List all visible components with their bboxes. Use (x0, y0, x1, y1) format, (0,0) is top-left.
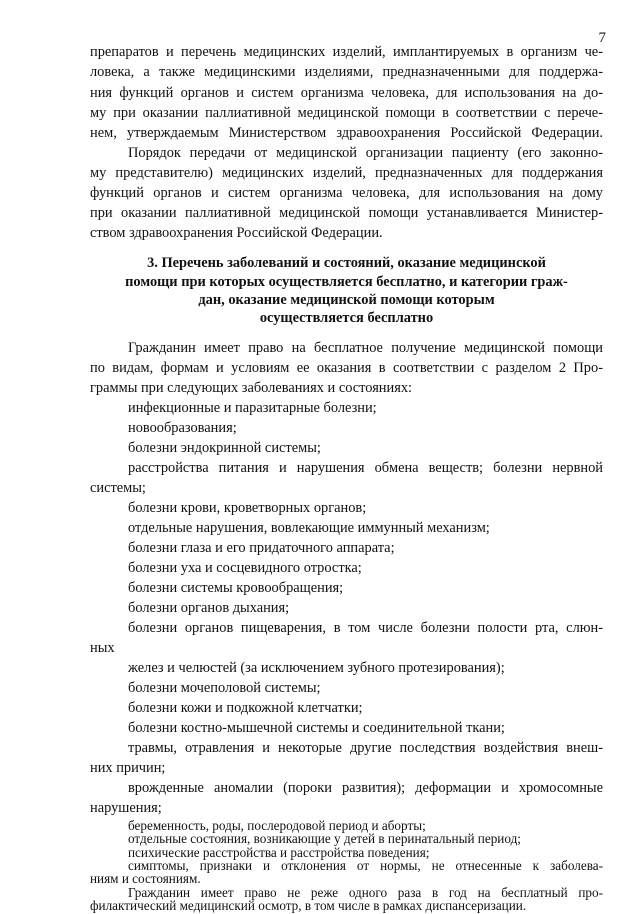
section-heading-line: 3. Перечень заболеваний и состояний, оказание медицинской (147, 255, 546, 271)
section-heading-line: помощи при которых осуществляется бесплатно, и категории граж- (125, 274, 568, 290)
paragraph-line: при оказании паллиативной медицинской помощи устанавливается Министер- (90, 205, 603, 221)
disease-item-continuation: системы; (90, 480, 146, 496)
disease-item-continuation: ниям и состояниям. (90, 871, 201, 887)
paragraph-line: по видам, формам и условиям ее оказания в соответствии с разделом 2 Про- (90, 360, 603, 376)
disease-item: отдельные нарушения, вовлекающие иммунный механизм; (128, 520, 490, 536)
disease-item: врожденные аномалии (пороки развития); деформации и хромосомные (128, 780, 603, 796)
paragraph-line: функций органов и систем организма человека, для использования на дому (90, 185, 603, 201)
paragraph-line: му представителю) медицинских изделий, предназначенных для поддержания (90, 165, 603, 181)
paragraph-line: ловека, а также медицинскими изделиями, предназначенными для поддержа- (90, 64, 603, 80)
disease-item: болезни глаза и его придаточного аппарата; (128, 540, 395, 556)
disease-item: болезни костно-мышечной системы и соединительной ткани; (128, 720, 505, 736)
section-heading-line: осуществляется бесплатно (259, 310, 434, 326)
paragraph-line: препаратов и перечень медицинских изделий, имплантируемых в организм че- (90, 44, 603, 60)
paragraph-line: филактический медицинский осмотр, в том числе в рамках диспансеризации. (90, 898, 527, 913)
disease-item: желез и челюстей (за исключением зубного протезирования); (128, 660, 505, 676)
paragraph-line: граммы при следующих заболеваниях и состояниях: (90, 380, 413, 396)
disease-item: отдельные состояния, возникающие у детей в перинатальный период; (128, 831, 521, 847)
disease-item: расстройства питания и нарушения обмена веществ; болезни нервной (128, 460, 603, 476)
disease-item: болезни эндокринной системы; (128, 440, 321, 456)
disease-item-continuation: них причин; (90, 760, 166, 776)
disease-item: болезни уха и сосцевидного отростка; (128, 560, 362, 576)
disease-item: болезни мочеполовой системы; (128, 680, 321, 696)
disease-item: новообразования; (128, 420, 237, 436)
paragraph-line: му при оказании паллиативной медицинской помощи в соответствии с перече- (90, 105, 603, 121)
disease-item: беременность, роды, послеродовой период и аборты; (128, 818, 426, 833)
disease-item: психические расстройства и расстройства поведения; (128, 844, 430, 860)
disease-item-continuation: нарушения; (90, 800, 162, 816)
disease-item: инфекционные и паразитарные болезни; (128, 400, 377, 416)
disease-item: болезни системы кровообращения; (128, 580, 344, 596)
page-number: 7 (598, 30, 606, 46)
disease-item: травмы, отравления и некоторые другие последствия воздействия внеш- (128, 740, 603, 756)
disease-item: болезни органов дыхания; (128, 600, 290, 616)
disease-item: симптомы, признаки и отклонения от нормы, не отнесенные к заболева- (128, 858, 603, 873)
paragraph-line: ния функций органов и систем организма человека, для использования на до- (90, 85, 603, 101)
disease-item-continuation: ных (90, 640, 115, 656)
disease-item: болезни крови, кроветворных органов; (128, 500, 367, 516)
paragraph-line: Порядок передачи от медицинской организации пациенту (его законно- (128, 145, 603, 161)
paragraph-line: Гражданин имеет право не реже одного раза в год на бесплатный про- (128, 884, 603, 900)
disease-item: болезни органов пищеварения, в том числе болезни полости рта, слюн- (128, 620, 603, 636)
section-heading-line: дан, оказание медицинской помощи которым (198, 292, 495, 308)
paragraph-line: ством здравоохранения Российской Федерации. (90, 225, 383, 241)
paragraph-line: нем, утверждаемым Министерством здравоохранения Российской Федерации. (90, 125, 603, 141)
paragraph-line: Гражданин имеет право на бесплатное получение медицинской помощи (128, 340, 603, 356)
disease-item: болезни кожи и подкожной клетчатки; (128, 700, 363, 716)
